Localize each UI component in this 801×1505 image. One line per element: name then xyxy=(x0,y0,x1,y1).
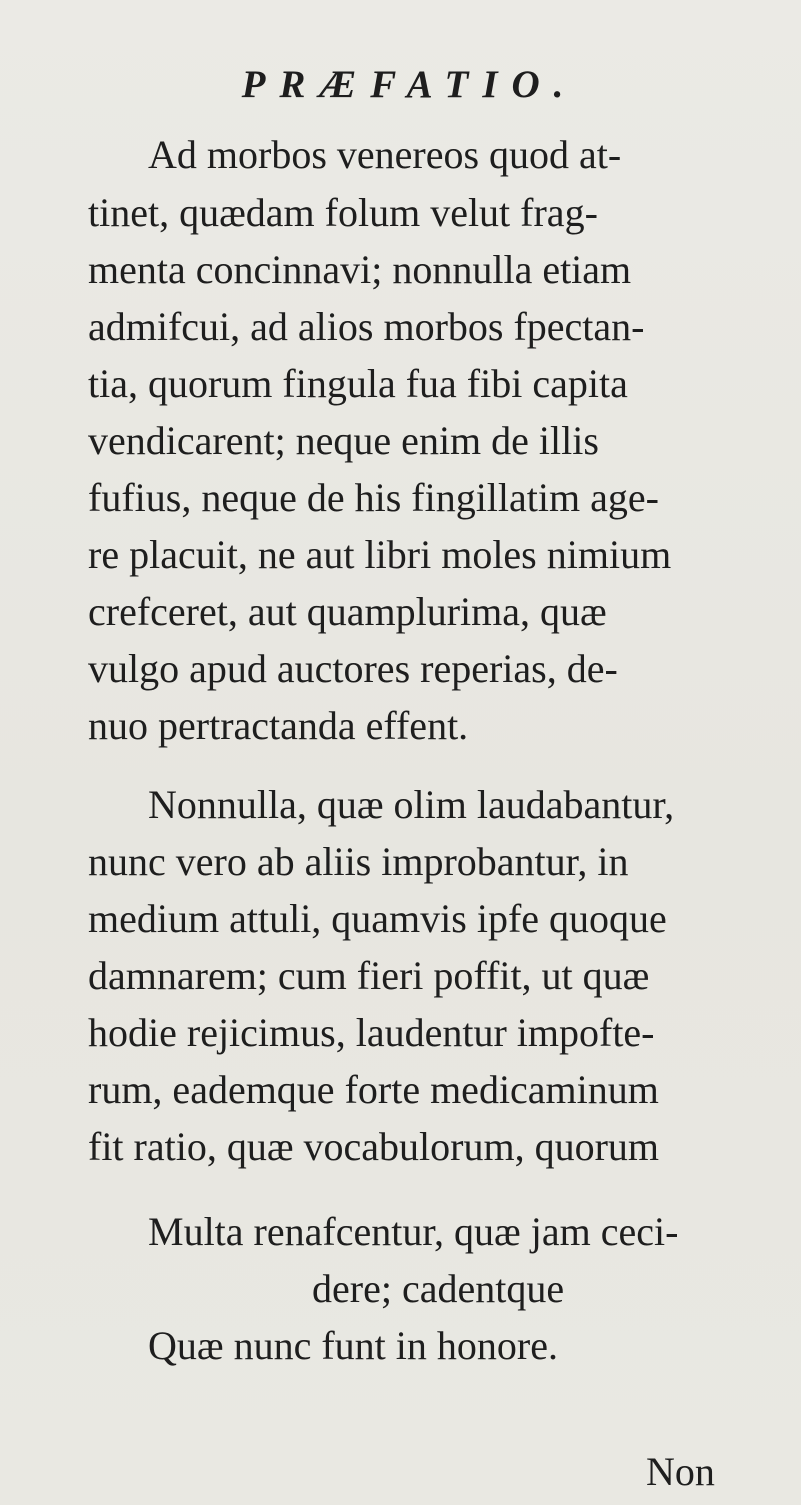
paragraph-2-line-3: medium attuli, quamvis ipfe quoque xyxy=(88,896,667,941)
paragraph-2-line-4: damnarem; cum fieri poffit, ut quæ xyxy=(88,953,650,998)
paragraph-1-line-6: vendicarent; neque enim de illis xyxy=(88,418,599,463)
catchword: Non xyxy=(646,1449,715,1494)
paragraph-1-line-2: tinet, quædam folum velut frag- xyxy=(88,190,598,235)
paragraph-2-line-1: Nonnulla, quæ olim laudabantur, xyxy=(148,782,675,827)
paragraph-1-line-8: re placuit, ne aut libri moles nimium xyxy=(88,532,672,577)
verse-line-1: Multa renafcentur, quæ jam ceci- xyxy=(148,1209,679,1254)
verse-line-3: Quæ nunc funt in honore. xyxy=(148,1323,558,1368)
paragraph-1-line-11: nuo pertractanda effent. xyxy=(88,703,469,748)
paragraph-2-line-6: rum, eademque forte medicaminum xyxy=(88,1067,659,1112)
paragraph-2-line-5: hodie rejicimus, laudentur impofte- xyxy=(88,1010,655,1055)
verse-line-2: dere; cadentque xyxy=(312,1266,565,1311)
paragraph-1-line-9: crefceret, aut quamplurima, quæ xyxy=(88,589,607,634)
running-header: PRÆFATIO. xyxy=(241,63,578,106)
paragraph-1-line-4: admifcui, ad alios morbos fpectan- xyxy=(88,304,645,349)
paragraph-1-line-3: menta concinnavi; nonnulla etiam xyxy=(88,247,632,292)
paragraph-2-line-2: nunc vero ab aliis improbantur, in xyxy=(88,839,629,884)
paragraph-1-line-7: fufius, neque de his fingillatim age- xyxy=(88,475,659,520)
paragraph-1-line-10: vulgo apud auctores reperias, de- xyxy=(88,646,618,691)
paragraph-1-line-1: Ad morbos venereos quod at- xyxy=(148,132,622,177)
paragraph-2-line-7: fit ratio, quæ vocabulorum, quorum xyxy=(88,1124,660,1169)
paragraph-1-line-5: tia, quorum fingula fua fibi capita xyxy=(88,361,628,406)
